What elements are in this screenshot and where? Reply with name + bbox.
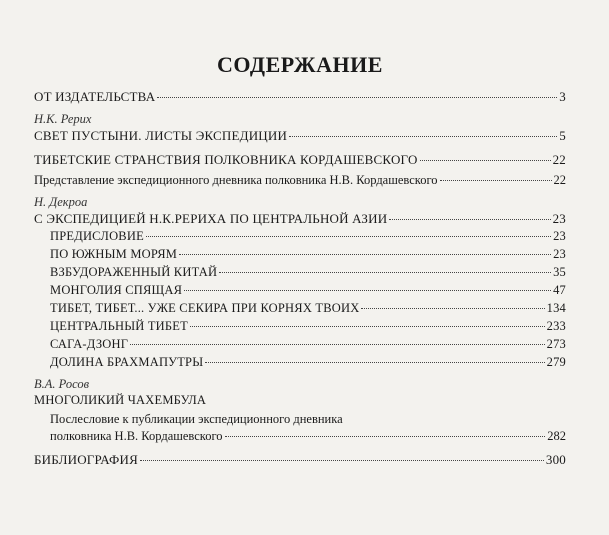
toc-entry-south-seas[interactable]: ПО ЮЖНЫМ МОРЯМ 23: [50, 247, 566, 261]
leader-dots: [361, 308, 544, 309]
leader-dots: [130, 344, 544, 345]
leader-dots: [289, 136, 557, 137]
leader-dots: [205, 362, 544, 363]
page-title: СОДЕРЖАНИЕ: [217, 52, 383, 77]
leader-dots: [184, 290, 551, 291]
toc-entry-brahmaputra[interactable]: ДОЛИНА БРАХМАПУТРЫ 279: [50, 355, 566, 369]
author-dekroa: Н. Декроа: [34, 195, 88, 209]
leader-dots: [389, 219, 550, 220]
toc-entry-svet[interactable]: СВЕТ ПУСТЫНИ. ЛИСТЫ ЭКСПЕДИЦИИ 5: [34, 128, 566, 143]
leader-dots: [219, 272, 551, 273]
toc-entry-chakhembula[interactable]: МНОГОЛИКИЙ ЧАХЕМБУЛА: [34, 393, 207, 407]
leader-dots: [157, 97, 557, 98]
toc-entry-china[interactable]: ВЗБУДОРАЖЕННЫЙ КИТАЙ 35: [50, 265, 566, 279]
author-roerich: Н.К. Рерих: [34, 112, 92, 126]
leader-dots: [420, 160, 551, 161]
toc-entry-publisher[interactable]: ОТ ИЗДАТЕЛЬСТВА 3: [34, 89, 566, 104]
leader-dots: [225, 436, 546, 437]
author-rosov: В.А. Росов: [34, 377, 89, 391]
toc-entry-presentation[interactable]: Представление экспедиционного дневника полковника Н.В. Кордашевского 22: [34, 173, 566, 187]
toc-entry-afterword[interactable]: полковника Н.В. Кордашевского 282: [50, 429, 566, 443]
toc-entry-saga-dzong[interactable]: САГА-ДЗОНГ 273: [50, 337, 566, 351]
toc-entry-central-tibet[interactable]: ЦЕНТРАЛЬНЫЙ ТИБЕТ 233: [50, 319, 566, 333]
toc-entry-expedition[interactable]: С ЭКСПЕДИЦИЕЙ Н.К.РЕРИХА ПО ЦЕНТРАЛЬНОЙ АЗИИ 23: [34, 211, 566, 226]
toc-entry-tibet-axe[interactable]: ТИБЕТ, ТИБЕТ... УЖЕ СЕКИРА ПРИ КОРНЯХ ТВОИХ 134: [50, 301, 566, 315]
leader-dots: [146, 236, 551, 237]
leader-dots: [190, 326, 545, 327]
toc-entry-mongolia[interactable]: МОНГОЛИЯ СПЯЩАЯ 47: [50, 283, 566, 297]
leader-dots: [179, 254, 551, 255]
toc-entry-preface[interactable]: ПРЕДИСЛОВИЕ 23: [50, 229, 566, 243]
toc-entry-tibet-wanderings[interactable]: ТИБЕТСКИЕ СТРАНСТВИЯ ПОЛКОВНИКА КОРДАШЕВСКОГО 22: [34, 152, 566, 167]
leader-dots: [140, 460, 544, 461]
toc-entry-afterword-line1[interactable]: Послесловие к публикации экспедиционного дневника: [50, 412, 343, 426]
leader-dots: [440, 180, 552, 181]
toc-entry-bibliography[interactable]: БИБЛИОГРАФИЯ 300: [34, 452, 566, 467]
